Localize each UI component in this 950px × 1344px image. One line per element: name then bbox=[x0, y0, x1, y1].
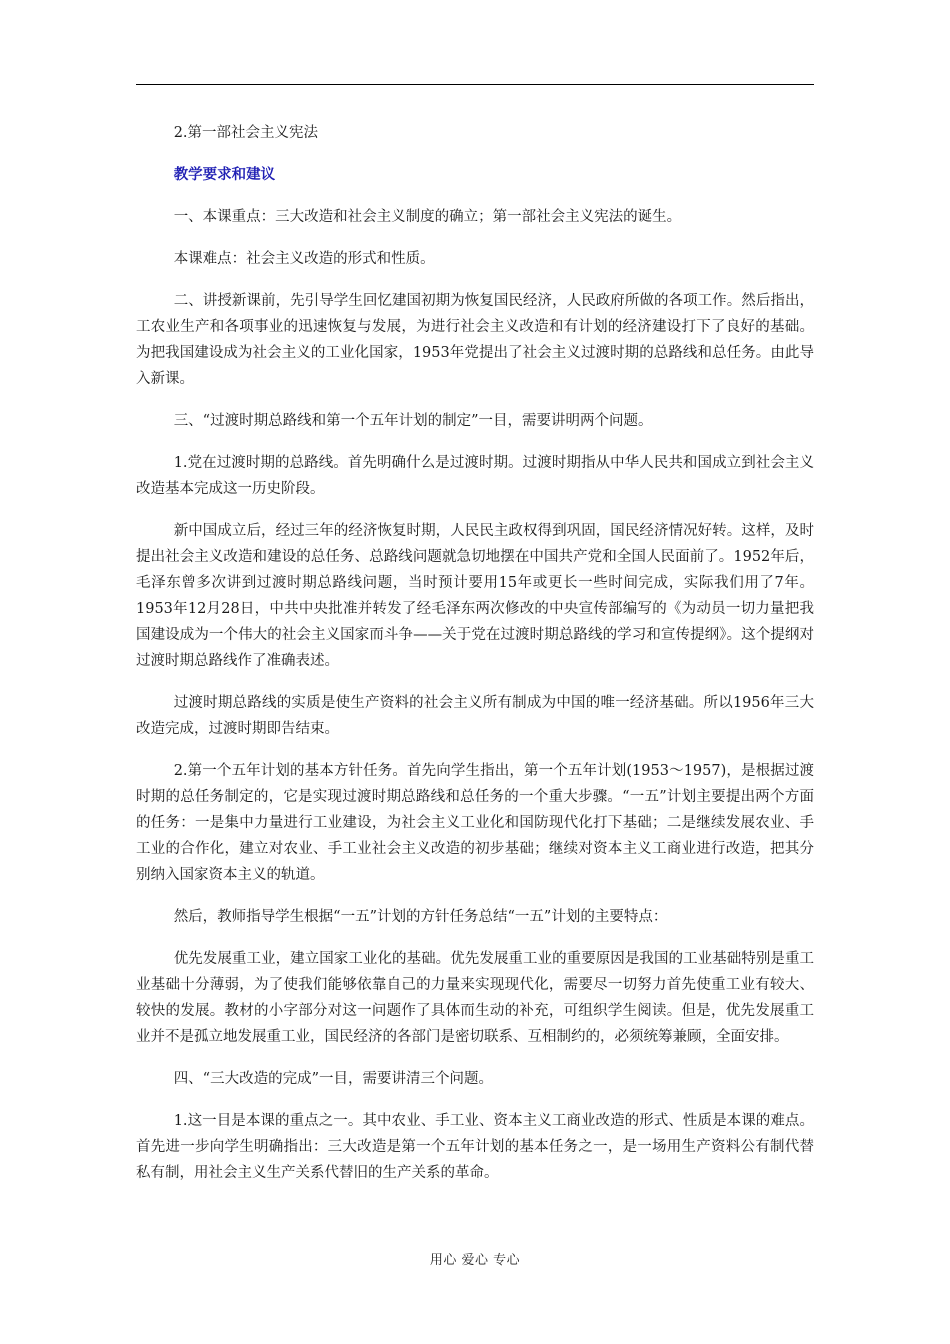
paragraph: 1.党在过渡时期的总路线。首先明确什么是过渡时期。过渡时期指从中华人民共和国成立到社会主义改造基本完成这一历史阶段。 bbox=[136, 455, 814, 497]
paragraph: 三、“过渡时期总路线和第一个五年计划的制定”一目，需要讲明两个问题。 bbox=[173, 413, 653, 429]
paragraph: 2.第一个五年计划的基本方针任务。首先向学生指出，第一个五年计划(1953～1957)，是根据过渡时期的总任务制定的，它是实现过渡时期总路线和总任务的一个重大步骤。“一五”计划主要提出两个方面的任务：一是集中力量进行工业建设，为社会主义工业化和国防现代化打下基础；二是继续发展农业、手工业的合作化，建立对农业、手工业社会主义改造的初步基础；继续对资本主义工商业进行改造，把其分别纳入国家资本主义的轨道。 bbox=[136, 763, 814, 883]
document-body bbox=[136, 120, 814, 1202]
paragraph: 优先发展重工业，建立国家工业化的基础。优先发展重工业的重要原因是我国的工业基础特别是重工业基础十分薄弱，为了使我们能够依靠自己的力量来实现现代化，需要尽一切努力首先使重工业有较大、较快的发展。教材的小字部分对这一问题作了具体而生动的补充，可组织学生阅读。但是，优先发展重工业并不是孤立地发展重工业，国民经济的各部门是密切联系、互相制约的，必须统筹兼顾，全面安排。 bbox=[136, 951, 814, 1045]
paragraph: 然后，教师指导学生根据“一五”计划的方针任务总结“一五”计划的主要特点： bbox=[173, 909, 668, 925]
section-title: 2.第一部社会主义宪法 bbox=[173, 125, 319, 141]
paragraph: 本课难点：社会主义改造的形式和性质。 bbox=[173, 251, 435, 267]
paragraph: 新中国成立后，经过三年的经济恢复时期，人民民主政权得到巩固，国民经济情况好转。这样，及时提出社会主义改造和建设的总任务、总路线问题就急切地摆在中国共产党和全国人民面前了。1952年后，毛泽东曾多次讲到过渡时期总路线问题，当时预计要用15年或更长一些时间完成，实际我们用了7年。1953年12月28日，中共中央批准并转发了经毛泽东两次修改的中央宣传部编写的《为动员一切力量把我国建设成为一个伟大的社会主义国家而斗争——关于党在过渡时期总路线的学习和宣传提纲》。这个提纲对过渡时期总路线作了准确表述。 bbox=[136, 523, 814, 669]
heading-teaching-requirements: 教学要求和建议 bbox=[173, 166, 276, 183]
paragraph: 四、“三大改造的完成”一目，需要讲清三个问题。 bbox=[173, 1071, 494, 1087]
paragraph: 二、讲授新课前，先引导学生回忆建国初期为恢复国民经济，人民政府所做的各项工作。然后指出，工农业生产和各项事业的迅速恢复与发展，为进行社会主义改造和有计划的经济建设打下了良好的基础。为把我国建设成为社会主义的工业化国家，1953年党提出了社会主义过渡时期的总路线和总任务。由此导入新课。 bbox=[136, 293, 814, 387]
page-footer: 用心 爱心 专心 bbox=[429, 1253, 521, 1268]
paragraph: 一、本课重点：三大改造和社会主义制度的确立；第一部社会主义宪法的诞生。 bbox=[173, 209, 682, 225]
paragraph: 过渡时期总路线的实质是使生产资料的社会主义所有制成为中国的唯一经济基础。所以1956年三大改造完成，过渡时期即告结束。 bbox=[136, 695, 814, 737]
paragraph: 1.这一目是本课的重点之一。其中农业、手工业、资本主义工商业改造的形式、性质是本课的难点。首先进一步向学生明确指出：三大改造是第一个五年计划的基本任务之一，是一场用生产资料公有制代替私有制，用社会主义生产关系代替旧的生产关系的革命。 bbox=[136, 1113, 814, 1181]
header-rule bbox=[136, 84, 814, 85]
